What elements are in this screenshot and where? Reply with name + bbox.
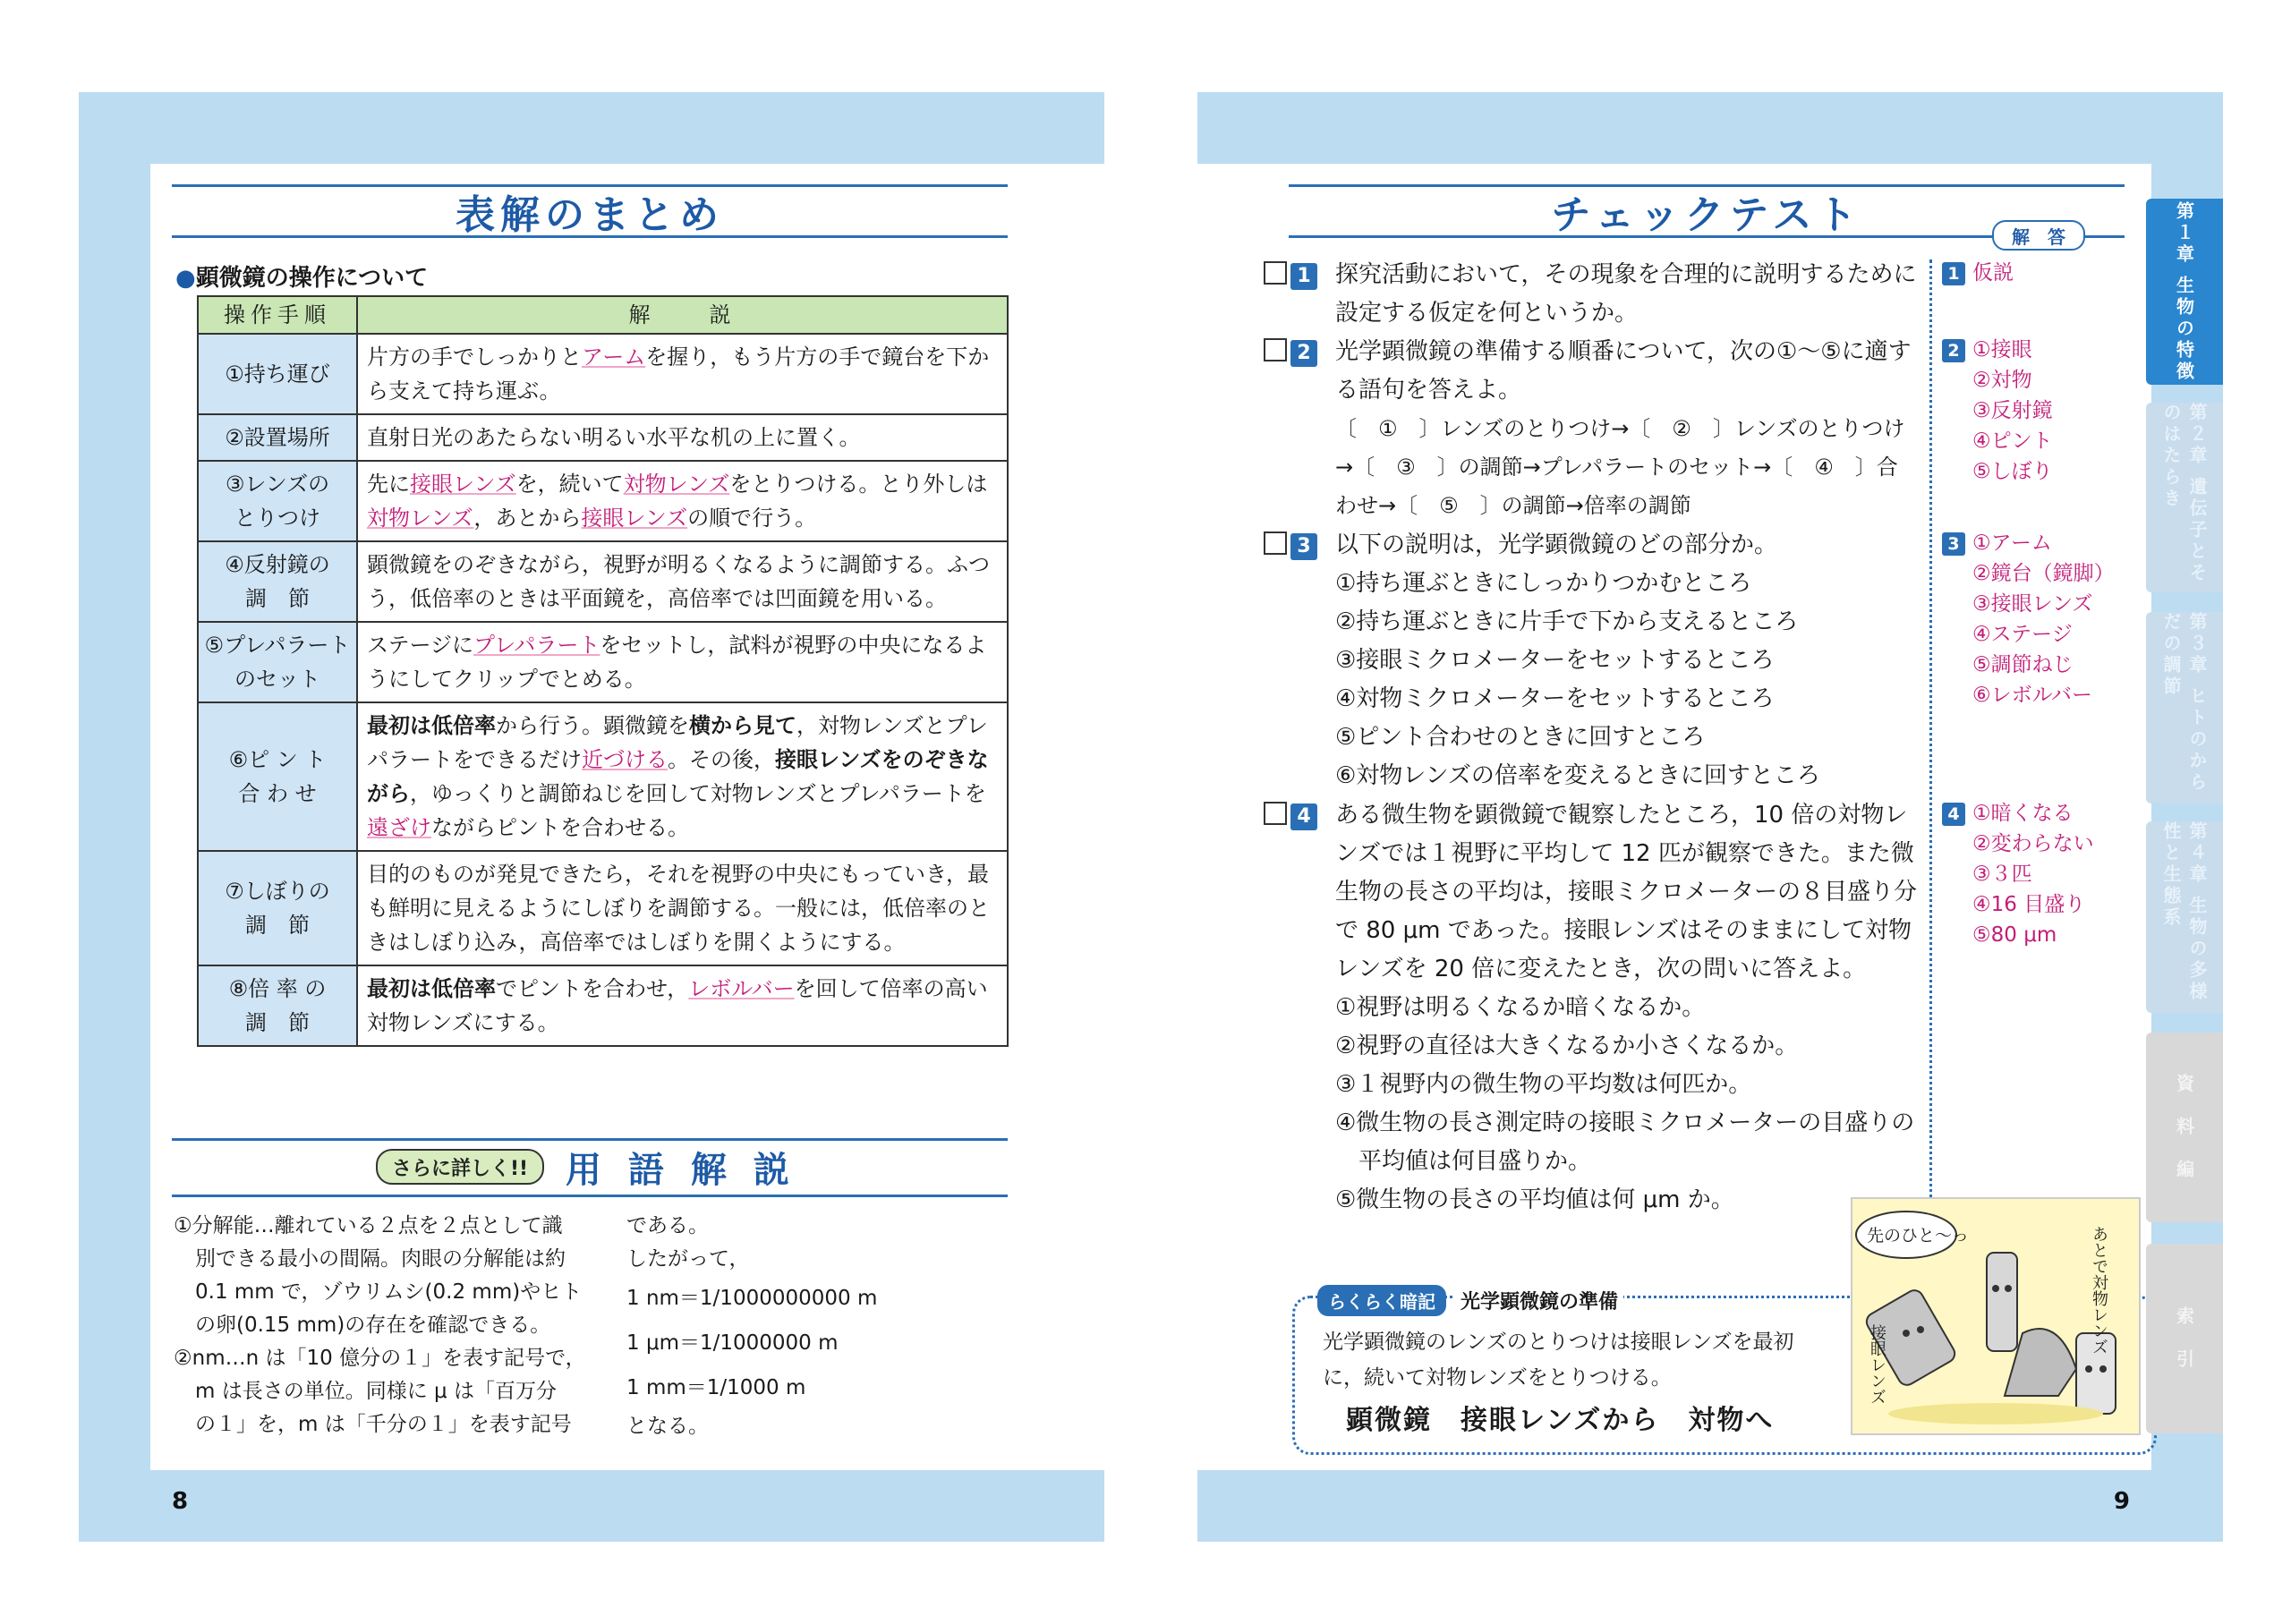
answer-text: ①アーム bbox=[1972, 531, 2052, 555]
formula-line: 1 nm＝1/1000000000 m bbox=[626, 1287, 878, 1310]
page-number-right: 9 bbox=[2113, 1488, 2130, 1515]
answer-text: ②変わらない bbox=[1972, 832, 2094, 855]
question-number-badge: 4 bbox=[1290, 803, 1317, 830]
question-line: ①持ち運ぶときにしっかりつかむところ bbox=[1335, 570, 1752, 597]
question-line: ⑤ピント合わせのときに回すところ bbox=[1335, 724, 1706, 751]
question-line: 設定する仮定を何というか。 bbox=[1335, 300, 1639, 327]
section-heading-text: 顕微鏡の操作について bbox=[195, 265, 429, 292]
question-line: 光学顕微鏡の準備する順番について，次の①～⑤に適す bbox=[1335, 338, 1912, 365]
chapter-tab-1[interactable]: 第１章 生物の特徴 bbox=[2146, 199, 2223, 385]
explanation-cell: ステージにプレパラートをセットし，試料が視野の中央になるようにしてクリップでとめる。 bbox=[357, 622, 1008, 702]
answer-text: ②対物 bbox=[1972, 369, 2032, 392]
question-line: ②視野の直径は大きくなるか小さくなるか。 bbox=[1335, 1033, 1799, 1059]
answer-text: ⑥レボルバー bbox=[1972, 684, 2093, 707]
answer-text: ③３匹 bbox=[1972, 863, 2032, 886]
answer-text: ③反射鏡 bbox=[1972, 399, 2053, 422]
terms-line: の卵(0.15 mm)の存在を確認できる。 bbox=[195, 1314, 551, 1337]
table-row bbox=[198, 851, 1008, 965]
question-number-badge: 2 bbox=[1290, 340, 1317, 367]
step-cell: ③レンズの とりつけ bbox=[198, 461, 357, 541]
memo-title: 光学顕微鏡の準備 bbox=[1455, 1287, 1623, 1314]
question-line: ②持ち運ぶときに片手で下から支えるところ bbox=[1335, 608, 1799, 635]
terms-title: 用 語 解 説 bbox=[566, 1150, 796, 1191]
terms-line: 0.1 mm で，ゾウリムシ(0.2 mm)やヒト bbox=[195, 1280, 583, 1304]
table-row bbox=[198, 414, 1008, 461]
question-line: ンズでは１視野に平均して 12 匹が観察できた。また微 bbox=[1335, 840, 1914, 867]
table-header-explanation: 解 説 bbox=[357, 296, 1008, 334]
memo-tag: らくらく暗記 bbox=[1317, 1285, 1446, 1316]
step-cell: ⑧倍 率 の 調 節 bbox=[198, 965, 357, 1046]
table-row bbox=[198, 334, 1008, 414]
terms-line: ②nm…n は「10 億分の１」を表す記号で， bbox=[174, 1347, 586, 1370]
question-line: レンズを 20 倍に変えたとき，次の問いに答えよ。 bbox=[1335, 956, 1867, 982]
explanation-cell: 直射日光のあたらない明るい水平な机の上に置く。 bbox=[357, 414, 1008, 461]
terms-line: したがって， bbox=[626, 1247, 750, 1271]
answer-3 bbox=[1942, 528, 2115, 710]
question-line: ③１視野内の微生物の平均数は何匹か。 bbox=[1335, 1071, 1752, 1098]
step-cell: ⑥ピ ン ト 合 わ せ bbox=[198, 702, 357, 851]
formula-line: 1 μm＝1/1000000 m bbox=[626, 1331, 839, 1355]
terms-line: となる。 bbox=[626, 1415, 709, 1438]
question-2 bbox=[1264, 333, 1324, 371]
question-line: わせ→〔 ⑤ 〕の調節→倍率の調節 bbox=[1335, 493, 1691, 518]
question-1-text bbox=[1335, 256, 1917, 333]
answer-text: ④16 目盛り bbox=[1972, 893, 2086, 916]
appendix-tab[interactable]: 資 料 編 bbox=[2146, 1033, 2223, 1222]
question-line: →〔 ③ 〕の調節→プレパラートのセット→〔 ④ 〕合 bbox=[1335, 455, 1898, 480]
explanation-cell: 先に接眼レンズを，続いて対物レンズをとりつける。とり外しは対物レンズ，あとから接眼レンズの順で行う。 bbox=[357, 461, 1008, 541]
microscope-illustration bbox=[1851, 1197, 2141, 1435]
answer-number-badge: 3 bbox=[1942, 532, 1965, 556]
illus-note-1: あとで対物レンズ bbox=[2090, 1226, 2108, 1355]
question-4-text bbox=[1335, 796, 1917, 1220]
answer-text: ④ピント bbox=[1972, 429, 2053, 453]
answer-text: ②鏡台（鏡脚） bbox=[1972, 562, 2115, 585]
question-line: で 80 μm であった。接眼レンズはそのままにして対物 bbox=[1335, 917, 1912, 944]
illus-note-2: 接眼レンズ bbox=[1868, 1324, 1886, 1405]
checkbox-icon[interactable] bbox=[1264, 261, 1287, 285]
checkbox-icon[interactable] bbox=[1264, 531, 1287, 555]
question-line: ⑥対物レンズの倍率を変えるときに回すところ bbox=[1335, 762, 1820, 789]
terms-column-1 bbox=[174, 1210, 594, 1441]
question-2-text bbox=[1335, 333, 1917, 525]
table-row bbox=[198, 965, 1008, 1046]
memo-mnemonic: 顕微鏡 接眼レンズから 対物へ bbox=[1346, 1405, 1775, 1436]
question-line: 生物の長さの平均は，接眼ミクロメーターの８目盛り分 bbox=[1335, 879, 1918, 906]
answer-number-badge: 4 bbox=[1942, 803, 1965, 826]
terms-line: ①分解能…離れている２点を２点として識 bbox=[174, 1214, 563, 1237]
explanation-cell: 最初は低倍率でピントを合わせ，レボルバーを回して倍率の高い対物レンズにする。 bbox=[357, 965, 1008, 1046]
question-line: 平均値は何目盛りか。 bbox=[1335, 1148, 1592, 1175]
answer-text: ①暗くなる bbox=[1972, 802, 2074, 825]
question-4 bbox=[1264, 796, 1324, 835]
table-header-row bbox=[198, 296, 1008, 334]
answer-text: ①接眼 bbox=[1972, 338, 2032, 361]
answer-text: ⑤しぼり bbox=[1972, 460, 2053, 483]
question-line: ある微生物を顕微鏡で観察したところ，10 倍の対物レ bbox=[1335, 802, 1908, 829]
step-cell: ⑤プレパラート のセット bbox=[198, 622, 357, 702]
terms-line: m は長さの単位。同様に μ は「百万分 bbox=[195, 1380, 557, 1403]
table-row bbox=[198, 461, 1008, 541]
answer-text: ③接眼レンズ bbox=[1972, 592, 2093, 616]
answer-2 bbox=[1942, 335, 2053, 487]
summary-title: 表解のまとめ bbox=[456, 192, 724, 238]
explanation-cell: 顕微鏡をのぞきながら，視野が明るくなるように調節する。ふつう，低倍率のときは平面鏡を，高倍率では凹面鏡を用いる。 bbox=[357, 541, 1008, 622]
terms-line: の１」を，m は「千分の１」を表す記号 bbox=[195, 1413, 572, 1436]
checkbox-icon[interactable] bbox=[1264, 802, 1287, 825]
explanation-cell: 目的のものが発見できたら，それを視野の中央にもっていき，最も鮮明に見えるようにしぼりを調節する。一般には，低倍率のときはしぼり込み，高倍率ではしぼりを開くようにする。 bbox=[357, 851, 1008, 965]
checkbox-icon[interactable] bbox=[1264, 338, 1287, 361]
bullet-icon: ● bbox=[175, 265, 196, 292]
question-line: ④対物ミクロメーターをセットするところ bbox=[1335, 685, 1775, 712]
question-line: 探究活動において，その現象を合理的に説明するために bbox=[1335, 261, 1917, 288]
explanation-cell: 最初は低倍率から行う。顕微鏡を横から見て，対物レンズとプレパラートをできるだけ近づける。その後，接眼レンズをのぞきながら，ゆっくりと調節ねじを回して対物レンズとプレパラートを遠ざけながらピントを合わせる。 bbox=[357, 702, 1008, 851]
question-line: ⑤微生物の長さの平均値は何 μm か。 bbox=[1335, 1186, 1734, 1213]
illus-bubble-text: 先のひと〜っ bbox=[1867, 1226, 1970, 1246]
table-row bbox=[198, 622, 1008, 702]
chapter-tab-2[interactable]: 第２章 遺伝子とそのはたらき bbox=[2146, 403, 2223, 592]
answer-text: ④ステージ bbox=[1972, 623, 2073, 646]
page-number-left: 8 bbox=[172, 1488, 189, 1515]
question-line: ①視野は明るくなるか暗くなるか。 bbox=[1335, 994, 1706, 1021]
answer-number-badge: 2 bbox=[1942, 339, 1965, 362]
question-1 bbox=[1264, 256, 1324, 294]
operations-table bbox=[197, 295, 1009, 1047]
answer-label: 解 答 bbox=[1992, 220, 2085, 251]
terms-line: 別できる最小の間隔。肉眼の分解能は約 bbox=[195, 1247, 566, 1271]
memo-line: 光学顕微鏡のレンズのとりつけは接眼レンズを最初 bbox=[1323, 1331, 1794, 1354]
chapter-tab-4[interactable]: 第４章 生物の多様性と生態系 bbox=[2146, 821, 2223, 1013]
answer-4 bbox=[1942, 798, 2094, 950]
step-cell: ①持ち運び bbox=[198, 334, 357, 414]
explanation-cell: 片方の手でしっかりとアームを握り，もう片方の手で鏡台を下から支えて持ち運ぶ。 bbox=[357, 334, 1008, 414]
summary-title-band bbox=[172, 184, 1008, 238]
answer-number-badge: 1 bbox=[1942, 262, 1965, 285]
terms-column-2 bbox=[626, 1210, 1002, 1443]
answer-text: ⑤調節ねじ bbox=[1972, 653, 2074, 676]
question-line: 〔 ① 〕レンズのとりつけ→〔 ② 〕レンズのとりつけ bbox=[1335, 416, 1905, 441]
table-row bbox=[198, 541, 1008, 622]
terms-banner: さらに詳しく!! bbox=[376, 1149, 544, 1185]
answer-1 bbox=[1942, 258, 2014, 288]
question-line: る語句を答えよ。 bbox=[1335, 377, 1522, 404]
question-3-text bbox=[1335, 526, 1917, 795]
question-number-badge: 1 bbox=[1290, 263, 1317, 290]
memo-header bbox=[1317, 1285, 1623, 1316]
memo-line: に，続いて対物レンズをとりつける。 bbox=[1323, 1366, 1672, 1390]
step-cell: ②設置場所 bbox=[198, 414, 357, 461]
check-test-title: チェックテスト bbox=[1551, 192, 1862, 238]
chapter-tab-3[interactable]: 第３章 ヒトのからだの調節 bbox=[2146, 612, 2223, 803]
table-row bbox=[198, 702, 1008, 851]
question-number-badge: 3 bbox=[1290, 533, 1317, 560]
formula-line: 1 mm＝1/1000 m bbox=[626, 1376, 806, 1399]
step-cell: ④反射鏡の 調 節 bbox=[198, 541, 357, 622]
question-line: ③接眼ミクロメーターをセットするところ bbox=[1335, 647, 1775, 674]
index-tab[interactable]: 索 引 bbox=[2146, 1244, 2223, 1433]
terms-line: である。 bbox=[626, 1214, 709, 1237]
question-line: ④微生物の長さ測定時の接眼ミクロメーターの目盛りの bbox=[1335, 1110, 1915, 1136]
answer-divider bbox=[1929, 259, 1932, 1226]
answer-text: ⑤80 μm bbox=[1972, 923, 2057, 947]
memo-text bbox=[1323, 1324, 1793, 1396]
question-line: 以下の説明は，光学顕微鏡のどの部分か。 bbox=[1335, 531, 1778, 558]
section-heading bbox=[175, 259, 428, 293]
answer-text: 仮説 bbox=[1972, 261, 2014, 285]
table-header-step: 操作手順 bbox=[198, 296, 357, 334]
step-cell: ⑦しぼりの 調 節 bbox=[198, 851, 357, 965]
question-3 bbox=[1264, 526, 1324, 565]
